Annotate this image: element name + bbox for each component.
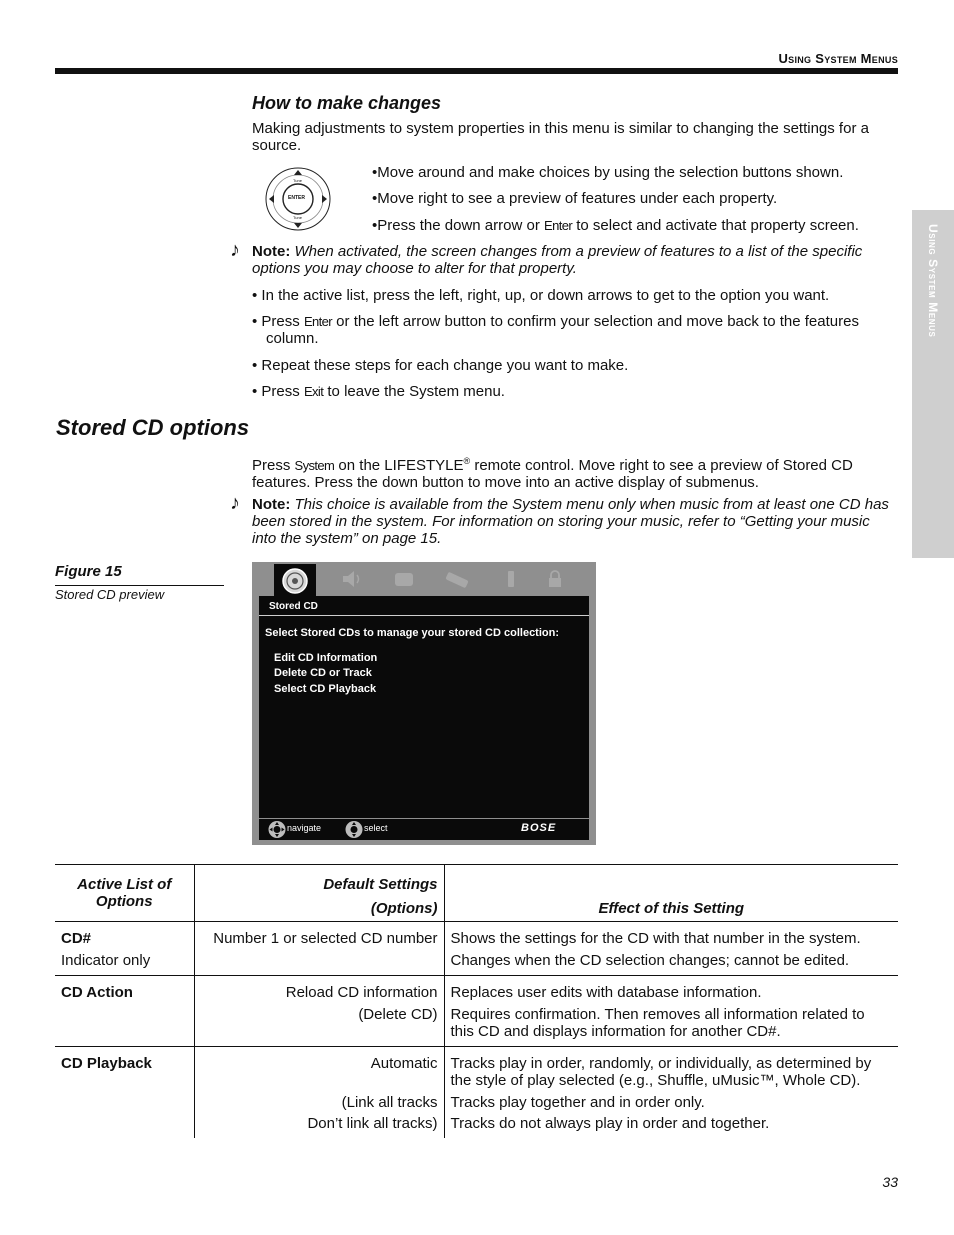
navigate-label: navigate xyxy=(287,823,322,833)
navigate-pad-icon xyxy=(267,820,287,839)
key-system: System xyxy=(294,458,335,473)
table-row xyxy=(55,976,898,1047)
screen-title: Stored CD xyxy=(269,601,318,612)
step-text: • Press xyxy=(252,383,304,400)
screen-menu-item[interactable]: Edit CD Information xyxy=(274,652,378,664)
table-row xyxy=(55,922,898,976)
note-label: Note: xyxy=(252,243,291,260)
effect-text: Changes when the CD selection changes; cannot be edited. xyxy=(450,952,850,969)
paragraph-text: on the LIFESTYLE xyxy=(334,457,464,474)
bullet-text: to select and activate that property screen. xyxy=(572,217,859,234)
note-label: Note: xyxy=(252,496,291,513)
effect-text: Tracks play in order, randomly, or individually, as determined by the style of play selected (e.g., Shuffle, uMusic™, Whole CD). xyxy=(450,1055,872,1089)
running-header: Using System Menus xyxy=(778,51,898,66)
screen-prompt: Select Stored CDs to manage your stored CD collection: xyxy=(265,627,560,639)
remote-bullet-1: •Move around and make choices by using the selection buttons shown. xyxy=(372,164,844,181)
note-icon: ♪ xyxy=(230,239,240,261)
paragraph-text: Press xyxy=(252,457,295,474)
figure-label: Figure 15 xyxy=(55,563,122,580)
default-value: Number 1 or selected CD number xyxy=(213,930,438,947)
col-header-defaults-line2: (Options) xyxy=(370,900,438,917)
intro-paragraph: Making adjustments to system properties in this menu is similar to changing the settings for a source. xyxy=(252,120,869,154)
note-stored-cd xyxy=(252,496,897,547)
step-3: • Repeat these steps for each change you want to make. xyxy=(252,357,629,374)
default-value: (Link all tracks xyxy=(341,1094,438,1111)
screen-icon xyxy=(392,568,418,590)
screen-menu-item[interactable]: Delete CD or Track xyxy=(274,667,372,679)
table-row xyxy=(55,1047,898,1139)
lock-icon xyxy=(542,568,568,590)
effect-text: Tracks play together and in order only. xyxy=(450,1094,705,1111)
key-enter: Enter xyxy=(544,218,573,233)
note-text: When activated, the screen changes from a preview of features to a list of the specific options you may choose to alter for that property. xyxy=(252,243,863,277)
row-defaults-cell xyxy=(194,1047,444,1139)
key-exit: Exit xyxy=(303,384,324,399)
speaker-icon xyxy=(340,568,366,590)
effect-text: Replaces user edits with database information. xyxy=(450,984,762,1001)
default-value: (Delete CD) xyxy=(358,1006,438,1023)
row-name-cell xyxy=(55,976,194,1047)
row-subtitle: Indicator only xyxy=(61,952,151,969)
effect-text: Requires confirmation. Then removes all information related to this CD and displays information for another CD#. xyxy=(450,1006,865,1040)
col-header-defaults-line1: Default Settings xyxy=(323,876,438,893)
step-2 xyxy=(252,313,897,347)
step-text: • Press xyxy=(252,313,304,330)
step-4 xyxy=(252,383,505,400)
section-heading-stored-cd: Stored CD options xyxy=(56,415,250,440)
bose-logo: BOSE xyxy=(521,822,557,834)
effect-text: Tracks do not always play in order and together. xyxy=(450,1115,770,1132)
effect-text: Shows the settings for the CD with that number in the system. xyxy=(450,930,861,947)
row-name: CD# xyxy=(61,930,92,947)
note-icon: ♪ xyxy=(230,492,240,514)
remote-nav-pad xyxy=(264,166,332,232)
page-number: 33 xyxy=(882,1174,898,1190)
remote-bullet-3 xyxy=(372,217,859,234)
figure-caption: Stored CD preview xyxy=(55,587,165,602)
step-1: • In the active list, press the left, right, up, or down arrows to get to the option you want. xyxy=(252,287,830,304)
enter-key-label: ENTER xyxy=(288,195,305,201)
key-enter: Enter xyxy=(303,314,333,329)
row-name: CD Action xyxy=(61,984,133,1001)
row-defaults-cell xyxy=(194,922,444,976)
select-pad-icon xyxy=(344,820,364,839)
bullet-text: •Press the down arrow or xyxy=(372,217,544,234)
screen-title-divider xyxy=(259,615,589,616)
pod-icon xyxy=(498,568,524,590)
row-name: CD Playback xyxy=(61,1055,152,1072)
remote-icon xyxy=(444,568,470,590)
col-header-effect: Effect of this Setting xyxy=(444,865,898,922)
col-header-options: Active List of Options xyxy=(55,865,194,922)
screen-content xyxy=(259,596,589,818)
note-text: This choice is available from the System menu only when music from at least one CD has been stored in the system. For information on storing your music, refer to “Getting your music into the system” on page 15. xyxy=(252,496,889,547)
default-value: Reload CD information xyxy=(285,984,438,1001)
note-activation xyxy=(252,243,897,277)
cd-icon xyxy=(274,564,316,598)
paragraph-text: remote control. Move right to see a preview of Stored CD features. Press the down button to move into an active display of submenus. xyxy=(252,457,853,491)
side-tab-label: Using System Menus xyxy=(926,224,940,338)
row-effect-cell xyxy=(444,922,898,976)
default-value: Don’t link all tracks) xyxy=(307,1115,438,1132)
col-header-defaults xyxy=(194,865,444,922)
row-effect-cell xyxy=(444,1047,898,1139)
step-text: or the left arrow button to confirm your selection and move back to the features column. xyxy=(266,313,859,347)
side-tab xyxy=(912,210,954,558)
header-rule xyxy=(55,68,898,74)
registered-mark: ® xyxy=(463,456,471,466)
row-defaults-cell xyxy=(194,976,444,1047)
default-value: Automatic xyxy=(370,1055,438,1072)
section-heading-how-to: How to make changes xyxy=(252,93,442,113)
options-table xyxy=(55,864,898,1138)
select-label: select xyxy=(364,823,388,833)
tune-label-top: Tune xyxy=(293,178,302,183)
table-header-row xyxy=(55,865,898,922)
remote-bullet-2: •Move right to see a preview of features under each property. xyxy=(372,190,778,207)
stored-cd-screen xyxy=(252,562,596,845)
row-name-cell xyxy=(55,922,194,976)
row-name-cell xyxy=(55,1047,194,1139)
stored-cd-paragraph xyxy=(252,453,897,491)
screen-menu-item[interactable]: Select CD Playback xyxy=(274,683,377,695)
step-text: to leave the System menu. xyxy=(323,383,505,400)
tune-label-bottom: Tune xyxy=(293,215,302,220)
screen-footer xyxy=(259,819,589,840)
figure-caption-rule xyxy=(55,585,224,586)
row-effect-cell xyxy=(444,976,898,1047)
